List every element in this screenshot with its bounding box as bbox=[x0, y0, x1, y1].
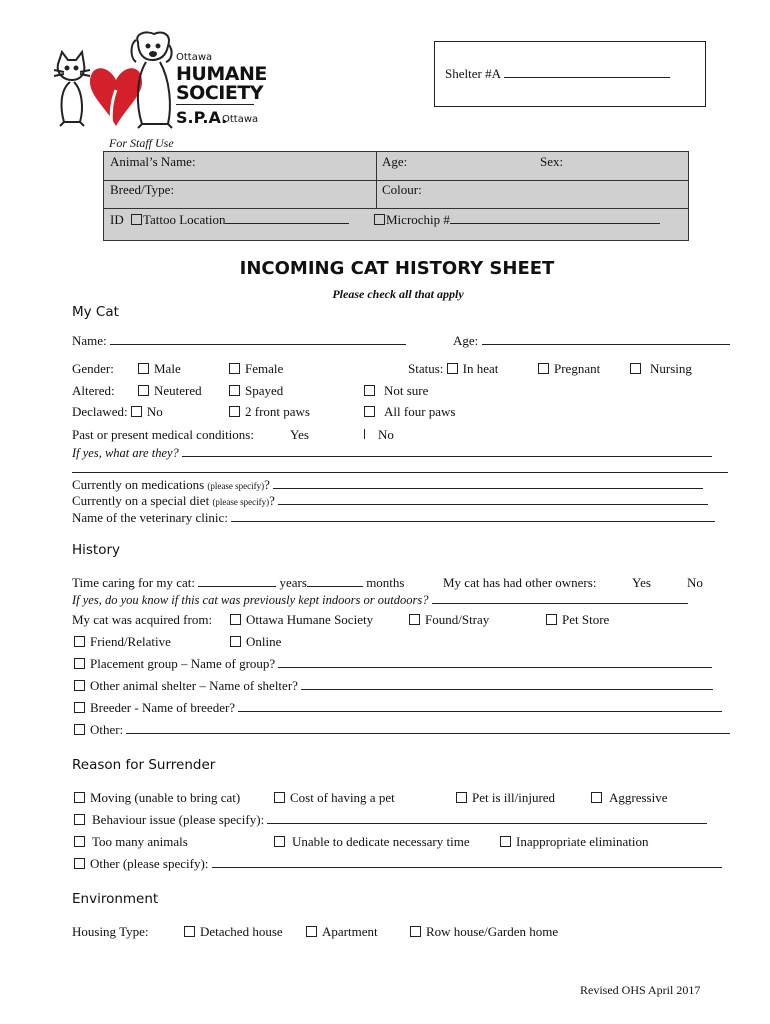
behaviour-label: Behaviour issue (please specify): bbox=[92, 812, 265, 827]
months-label: months bbox=[366, 575, 405, 590]
conditions-field-line2[interactable] bbox=[72, 472, 728, 473]
logo-ottawa-top: Ottawa bbox=[176, 52, 213, 63]
altered-label: Altered: bbox=[72, 383, 115, 398]
male-label: Male bbox=[154, 361, 181, 376]
unable-time-label: Unable to dedicate necessary time bbox=[292, 834, 470, 849]
animals-name-label: Animal’s Name: bbox=[110, 154, 196, 169]
two-front-paws-checkbox[interactable] bbox=[229, 406, 240, 417]
breeder-field[interactable] bbox=[238, 700, 722, 712]
declawed-label: Declawed: bbox=[72, 404, 128, 419]
pregnant-label: Pregnant bbox=[554, 361, 601, 376]
other-source-label: Other: bbox=[90, 722, 124, 737]
male-checkbox[interactable] bbox=[138, 363, 149, 374]
environment-heading: Environment bbox=[72, 891, 159, 907]
cost-checkbox[interactable] bbox=[274, 792, 285, 803]
medical-no-label: No bbox=[378, 427, 394, 442]
found-checkbox[interactable] bbox=[409, 614, 420, 625]
my-cat-heading: My Cat bbox=[72, 304, 119, 320]
moving-label: Moving (unable to bring cat) bbox=[90, 790, 241, 805]
found-label: Found/Stray bbox=[425, 612, 490, 627]
other-source-checkbox[interactable] bbox=[74, 724, 85, 735]
in-heat-checkbox[interactable] bbox=[447, 363, 458, 374]
page-title: INCOMING CAT HISTORY SHEET bbox=[239, 258, 555, 279]
detached-label: Detached house bbox=[200, 924, 283, 939]
too-many-checkbox[interactable] bbox=[74, 836, 85, 847]
status-label: Status: bbox=[408, 361, 444, 376]
colour-label: Colour: bbox=[382, 182, 422, 197]
time-caring-label: Time caring for my cat: bbox=[72, 575, 195, 590]
aggressive-checkbox[interactable] bbox=[591, 792, 602, 803]
female-label: Female bbox=[245, 361, 284, 376]
nursing-checkbox[interactable] bbox=[630, 363, 641, 374]
aggressive-label: Aggressive bbox=[609, 790, 668, 805]
years-label: years bbox=[279, 575, 307, 590]
logo-humane: HUMANE bbox=[176, 63, 267, 85]
declawed-no-checkbox[interactable] bbox=[131, 406, 142, 417]
row-house-checkbox[interactable] bbox=[410, 926, 421, 937]
inappropriate-label: Inappropriate elimination bbox=[516, 834, 649, 849]
staff-age-label: Age: bbox=[382, 154, 408, 169]
female-checkbox[interactable] bbox=[229, 363, 240, 374]
ohs-checkbox[interactable] bbox=[230, 614, 241, 625]
medical-yes-label: Yes bbox=[290, 427, 309, 442]
other-owners-label: My cat has had other owners: bbox=[443, 575, 597, 590]
breeder-label: Breeder - Name of breeder? bbox=[90, 700, 236, 715]
apartment-label: Apartment bbox=[322, 924, 378, 939]
microchip-field[interactable] bbox=[450, 212, 660, 224]
staff-row-name bbox=[104, 152, 688, 181]
neutered-checkbox[interactable] bbox=[138, 385, 149, 396]
staff-use-table bbox=[103, 151, 689, 241]
neutered-label: Neutered bbox=[154, 383, 202, 398]
other-shelter-label: Other animal shelter – Name of shelter? bbox=[90, 678, 298, 693]
spayed-checkbox[interactable] bbox=[229, 385, 240, 396]
diet-note: (please specify) bbox=[212, 497, 270, 507]
acquired-label: My cat was acquired from: bbox=[72, 612, 213, 627]
medications-field[interactable] bbox=[273, 477, 703, 489]
logo-spa: S.P.A. bbox=[176, 108, 228, 127]
inappropriate-checkbox[interactable] bbox=[500, 836, 511, 847]
medical-no-option[interactable] bbox=[364, 427, 394, 443]
declawed-no-label: No bbox=[146, 404, 163, 419]
tattoo-checkbox[interactable] bbox=[131, 214, 142, 225]
online-label: Online bbox=[246, 634, 282, 649]
staff-row-breed bbox=[104, 180, 688, 209]
logo-divider bbox=[176, 104, 254, 105]
cost-label: Cost of having a pet bbox=[290, 790, 395, 805]
placement-checkbox[interactable] bbox=[74, 658, 85, 669]
placement-field[interactable] bbox=[278, 656, 712, 668]
ill-label: Pet is ill/injured bbox=[472, 790, 556, 805]
vet-label: Name of the veterinary clinic: bbox=[72, 510, 228, 525]
tattoo-field[interactable] bbox=[225, 212, 349, 224]
logo-society: SOCIETY bbox=[176, 82, 264, 104]
microchip-checkbox[interactable] bbox=[374, 214, 385, 225]
if-yes-label: If yes, what are they? bbox=[72, 446, 179, 460]
microchip-label: Microchip # bbox=[386, 212, 450, 227]
too-many-label: Too many animals bbox=[92, 834, 188, 849]
tattoo-label: Tattoo Location bbox=[142, 212, 226, 227]
other-source-field[interactable] bbox=[126, 722, 730, 734]
ill-checkbox[interactable] bbox=[456, 792, 467, 803]
not-sure-checkbox[interactable] bbox=[364, 385, 375, 396]
revision-footer: Revised OHS April 2017 bbox=[580, 983, 701, 997]
pet-store-label: Pet Store bbox=[562, 612, 610, 627]
in-heat-label: In heat bbox=[462, 361, 499, 376]
nursing-label: Nursing bbox=[650, 361, 692, 376]
vet-field[interactable] bbox=[231, 510, 715, 522]
ohs-logo bbox=[50, 30, 265, 130]
detached-checkbox[interactable] bbox=[184, 926, 195, 937]
age-field[interactable] bbox=[482, 333, 730, 345]
row-house-label: Row house/Garden home bbox=[426, 924, 559, 939]
staff-row-id bbox=[104, 208, 688, 238]
surrender-heading: Reason for Surrender bbox=[72, 757, 216, 773]
conditions-field[interactable] bbox=[182, 445, 712, 457]
age-label: Age: bbox=[453, 333, 479, 348]
name-field[interactable] bbox=[110, 333, 406, 345]
medications-note: (please specify) bbox=[207, 481, 265, 491]
breeder-checkbox[interactable] bbox=[74, 702, 85, 713]
history-heading: History bbox=[72, 542, 121, 558]
breed-type-label: Breed/Type: bbox=[110, 182, 175, 197]
staff-use-caption: For Staff Use bbox=[109, 136, 174, 150]
indoors-label: If yes, do you know if this cat was previously kept indoors or outdoors? bbox=[72, 593, 429, 607]
housing-label: Housing Type: bbox=[72, 924, 149, 939]
other-reason-checkbox[interactable] bbox=[74, 858, 85, 869]
two-front-paws-label: 2 front paws bbox=[245, 404, 310, 419]
pet-store-checkbox[interactable] bbox=[546, 614, 557, 625]
other-shelter-field[interactable] bbox=[301, 678, 713, 690]
medical-label: Past or present medical conditions: bbox=[72, 427, 254, 442]
shelter-number-box bbox=[434, 41, 706, 107]
pregnant-checkbox[interactable] bbox=[538, 363, 549, 374]
behaviour-checkbox[interactable] bbox=[74, 814, 85, 825]
id-label: ID bbox=[110, 212, 124, 227]
logo-ottawa-bottom: Ottawa bbox=[222, 114, 259, 125]
other-reason-field[interactable] bbox=[212, 856, 722, 868]
indoors-field[interactable] bbox=[432, 592, 688, 604]
all-four-paws-label: All four paws bbox=[384, 404, 456, 419]
behaviour-field[interactable] bbox=[267, 812, 707, 824]
other-reason-label: Other (please specify): bbox=[90, 856, 209, 871]
other-shelter-checkbox[interactable] bbox=[74, 680, 85, 691]
apartment-checkbox[interactable] bbox=[306, 926, 317, 937]
online-checkbox[interactable] bbox=[230, 636, 241, 647]
not-sure-label: Not sure bbox=[384, 383, 429, 398]
other-owners-yes-option[interactable]: Yes bbox=[632, 575, 651, 590]
shelter-number-field[interactable] bbox=[504, 66, 670, 78]
gender-label: Gender: bbox=[72, 361, 114, 376]
months-field[interactable] bbox=[307, 575, 363, 587]
other-owners-no-option[interactable]: No bbox=[687, 575, 703, 590]
medications-label: Currently on medications bbox=[72, 477, 205, 492]
diet-label: Currently on a special diet bbox=[72, 493, 210, 508]
shelter-label: Shelter #A bbox=[445, 66, 501, 81]
years-field[interactable] bbox=[198, 575, 276, 587]
medical-yes-option[interactable] bbox=[290, 427, 309, 443]
staff-sex-label: Sex: bbox=[540, 154, 564, 169]
moving-checkbox[interactable] bbox=[74, 792, 85, 803]
spayed-label: Spayed bbox=[245, 383, 284, 398]
placement-label: Placement group – Name of group? bbox=[90, 656, 276, 671]
all-four-paws-checkbox[interactable] bbox=[364, 406, 375, 417]
diet-field[interactable] bbox=[278, 493, 708, 505]
name-label: Name: bbox=[72, 333, 107, 348]
ohs-label: Ottawa Humane Society bbox=[246, 612, 374, 627]
cat-dog-heart-logo-icon bbox=[50, 30, 175, 130]
unable-time-checkbox[interactable] bbox=[274, 836, 285, 847]
friend-checkbox[interactable] bbox=[74, 636, 85, 647]
page-subtitle: Please check all that apply bbox=[332, 287, 464, 301]
friend-label: Friend/Relative bbox=[90, 634, 171, 649]
